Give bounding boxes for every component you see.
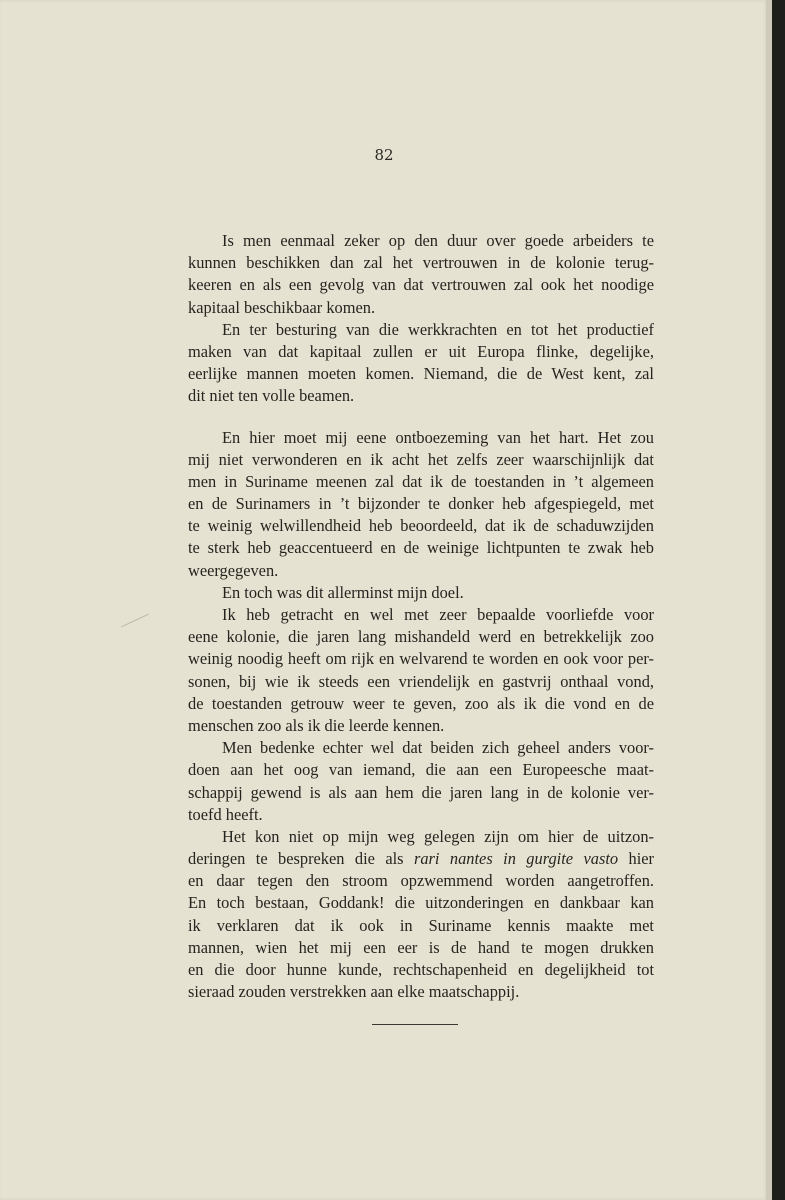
text-line: sieraad zouden verstrekken aan elke maatschappij. [188, 982, 520, 1002]
text-line: ik verklaren dat ik ook in Suriname kennis maakte met [188, 915, 654, 935]
text-line: eene kolonie, die jaren lang mishandeld werd en betrekkelijk zoo [188, 627, 654, 647]
paragraph [188, 427, 654, 582]
text-line: toefd heeft. [188, 804, 263, 824]
text-line: de toestanden getrouw weer te geven, zoo als ik die vond en de [188, 693, 654, 713]
closing-rule [372, 1024, 458, 1025]
body-text [188, 230, 654, 1003]
text-line: menschen zoo als ik die leerde kennen. [188, 715, 445, 735]
text-line: maken van dat kapitaal zullen er uit Europa flinke, degelijke, [188, 341, 654, 361]
paragraph [188, 826, 654, 1004]
text-line: En toch bestaan, Goddank! die uitzonderingen en dankbaar kan [188, 893, 654, 913]
text-segment: deringen te bespreken die als [188, 849, 414, 869]
text-line: doen aan het oog van iemand, die aan een Europeesche maat- [188, 760, 654, 780]
text-line: en die door hunne kunde, rechtschapenheid en degelijkheid tot [188, 960, 654, 979]
paragraph [188, 737, 654, 826]
paragraph [188, 582, 654, 604]
paragraph [188, 230, 654, 319]
latin-phrase: rari nantes in gurgite vasto [413, 849, 619, 869]
text-line: en de Surinamers in ’t bijzonder te donker heb afgespiegeld, met [188, 494, 654, 514]
text-line: schappij gewend is als aan hem die jaren lang in de kolonie ver- [188, 782, 654, 802]
text-line: Is men eenmaal zeker op den duur over goede arbeiders te [222, 231, 654, 250]
text-line: te weinig welwillendheid heb beoordeeld, dat ik de schaduwzijden [188, 516, 654, 536]
text-line: keeren en als een gevolg van dat vertrouwen zal ook het noodige [188, 275, 654, 295]
text-line: weergegeven. [188, 560, 279, 580]
text-line: en daar tegen den stroom opzwemmend worden aangetroffen. [188, 871, 654, 891]
text-line: dit niet ten volle beamen. [188, 386, 355, 406]
text-line: En ter besturing van die werkkrachten en tot het productief [222, 319, 654, 339]
text-line: kapitaal beschikbaar komen. [188, 297, 376, 317]
text-line: Ik heb getracht en wel met zeer bepaalde voorliefde voor [222, 605, 654, 624]
text-line: mij niet verwonderen en ik acht het zelfs zeer waarschijnlijk dat [188, 449, 654, 469]
text-line: Men bedenke echter wel dat beiden zich geheel anders voor- [222, 738, 654, 758]
text-line: eerlijke mannen moeten komen. Niemand, die de West kent, zal [188, 364, 654, 384]
text-line: En toch was dit allerminst mijn doel. [222, 582, 464, 602]
text-line: weinig noodig heeft om rijk en welvarend te worden en ook voor per- [188, 649, 654, 669]
text-line: Het kon niet op mijn weg gelegen zijn om hier de uitzon- [222, 826, 654, 846]
page-edge [766, 0, 772, 1200]
paragraph [188, 604, 654, 737]
text-line: kunnen beschikken dan zal het vertrouwen in de kolonie terug- [188, 253, 654, 273]
text-line: mannen, wien het mij een eer is de hand te mogen drukken [188, 937, 654, 957]
pencil-mark [121, 614, 149, 628]
text-line: sonen, bij wie ik steeds een vriendelijk en gastvrij onthaal vond, [188, 671, 654, 691]
page-number: 82 [374, 146, 394, 164]
text-segment: hier [618, 849, 654, 869]
text-line: En hier moet mij eene ontboezeming van het hart. Het zou [222, 427, 654, 447]
section-gap [188, 408, 654, 427]
text-line: te sterk heb geaccentueerd en de weinige lichtpunten te zwak heb [188, 538, 654, 558]
paragraph [188, 319, 654, 408]
text-line-with-italic [188, 848, 654, 870]
text-line: men in Suriname meenen zal dat ik de toestanden in ’t algemeen [188, 471, 654, 491]
